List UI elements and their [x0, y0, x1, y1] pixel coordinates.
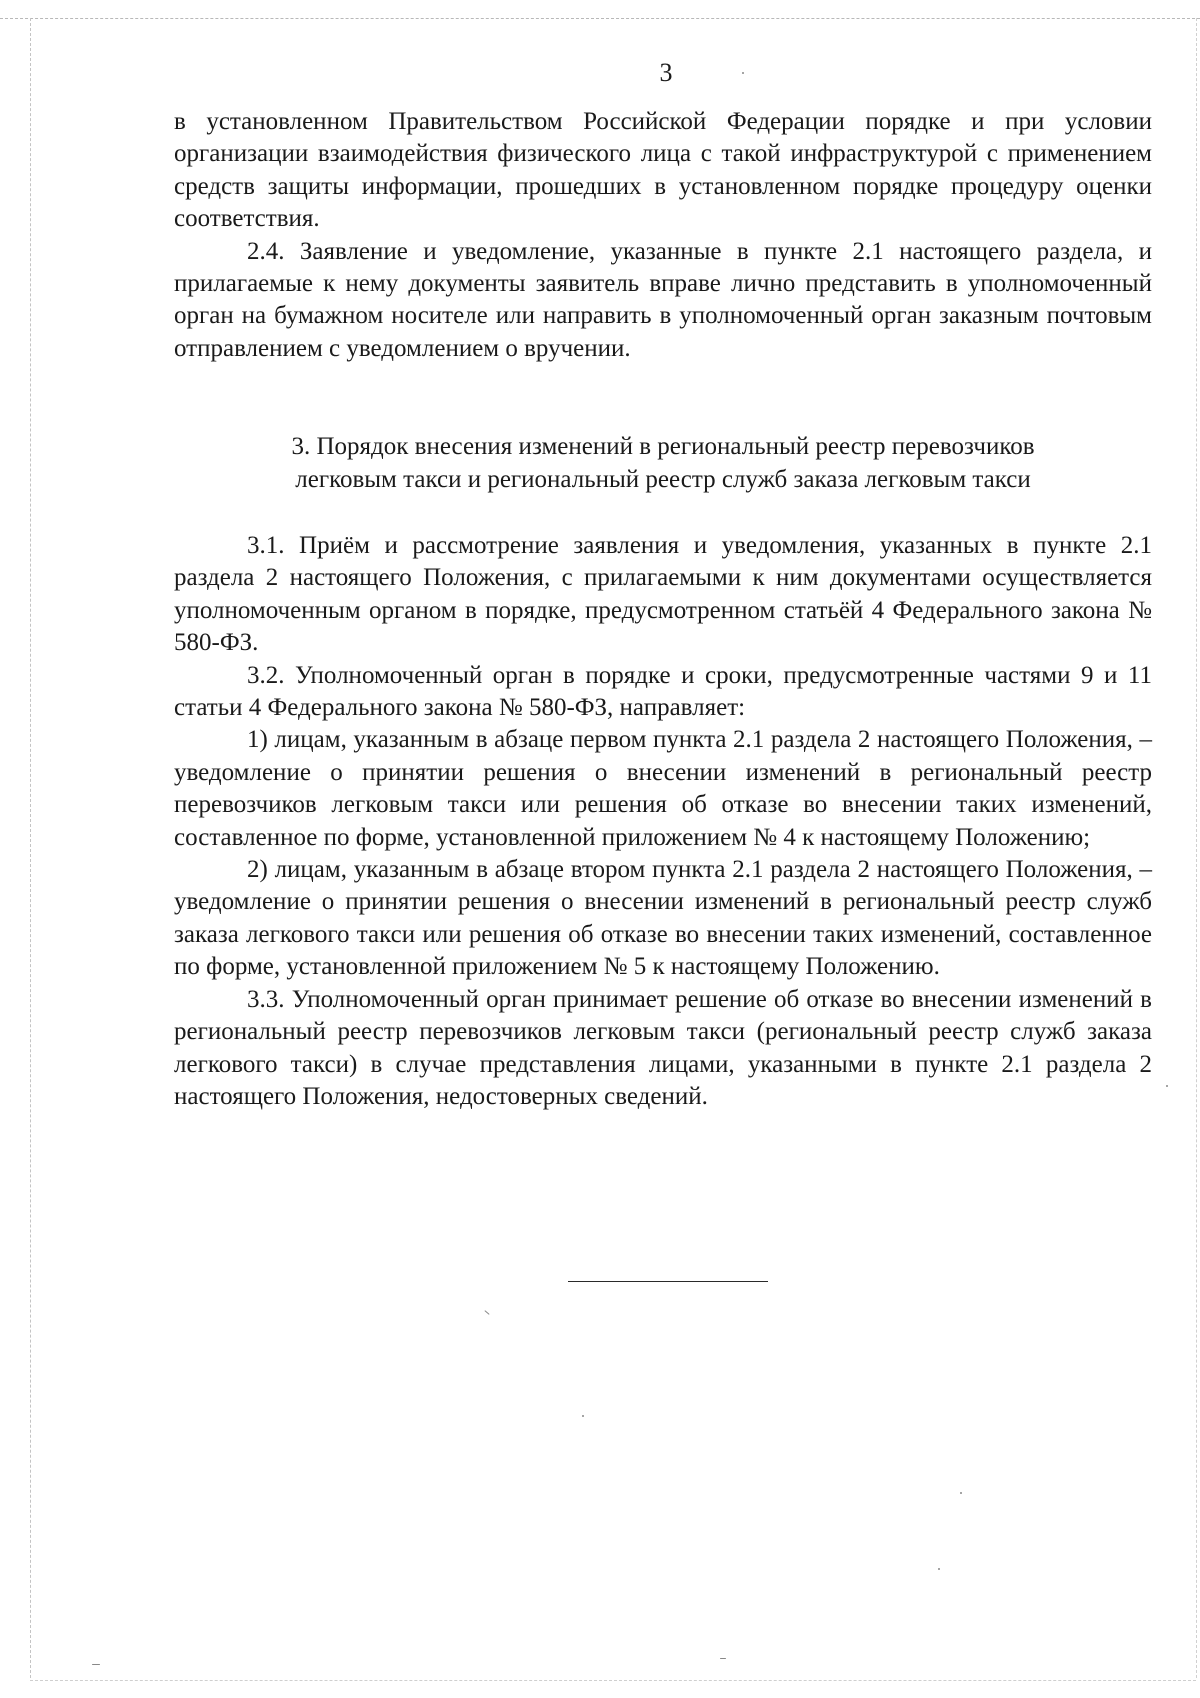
scan-border-top	[0, 18, 1200, 19]
section-heading-line-1: 3. Порядок внесения изменений в региональный реестр перевозчиков	[291, 433, 1035, 460]
list-item-1: 1) лицам, указанным в абзаце первом пункта 2.1 раздела 2 настоящего Положения, – уведомление о принятии решения о внесении изменений в региональный реестр перевозчиков легковым такси или решения об отказе во внесении таких изменений, составленное по форме, установленной приложением № 4 к настоящему Положению;	[174, 726, 1152, 851]
paragraph-3-1: 3.1. Приём и рассмотрение заявления и уведомления, указанных в пункте 2.1 раздела 2 настоящего Положения, с прилагаемыми к ним документами осуществляется уполномоченным органом в порядке, предусмотренном статьёй 4 Федерального закона № 580-ФЗ.	[174, 532, 1152, 657]
scan-speck	[720, 1658, 726, 1659]
paragraph-3-2: 3.2. Уполномоченный орган в порядке и сроки, предусмотренные частями 9 и 11 статьи 4 Федерального закона № 580-ФЗ, направляет:	[174, 661, 1152, 722]
body-text-top	[174, 106, 1152, 365]
paragraph-2-4: 2.4. Заявление и уведомление, указанные в пункте 2.1 настоящего раздела, и прилагаемые к нему документы заявитель вправе лично представить в уполномоченный орган на бумажном носителе или направить в уполномоченный орган заказным почтовым отправлением с уведомлением о вручении.	[174, 237, 1152, 362]
scan-border-left	[30, 18, 31, 1678]
scan-speck	[1166, 1085, 1168, 1087]
section-heading	[174, 430, 1152, 496]
page-number: 3	[659, 58, 673, 87]
scan-border-right	[1196, 18, 1197, 1678]
paragraph-3-3: 3.3. Уполномоченный орган принимает решение об отказе во внесении изменений в региональный реестр перевозчиков легковым такси (региональный реестр служб заказа легкового такси) в случае представления лицами, указанными в пункте 2.1 раздела 2 настоящего Положения, недостоверных сведений.	[174, 985, 1152, 1110]
scan-speck	[938, 1568, 940, 1570]
body-text-section-3	[174, 530, 1152, 1113]
scan-speck	[484, 1310, 489, 1315]
scan-border-bottom	[30, 1680, 1196, 1681]
scan-speck	[960, 1492, 962, 1494]
scan-speck	[92, 1664, 100, 1665]
scan-speck	[582, 1415, 584, 1417]
list-item-2: 2) лицам, указанным в абзаце втором пункта 2.1 раздела 2 настоящего Положения, – уведомление о принятии решения о внесении изменений в региональный реестр служб заказа легкового такси или решения об отказе во внесении таких изменений, составленное по форме, установленной приложением № 5 к настоящему Положению.	[174, 856, 1152, 981]
section-heading-line-2: легковым такси и региональный реестр служб заказа легковым такси	[295, 466, 1031, 493]
end-of-document-rule	[568, 1281, 768, 1282]
paragraph-continuation: в установленном Правительством Российской Федерации порядке и при условии организации взаимодействия физического лица с такой инфраструктурой с применением средств защиты информации, прошедших в установленном порядке процедуру оценки соответствия.	[174, 108, 1152, 233]
